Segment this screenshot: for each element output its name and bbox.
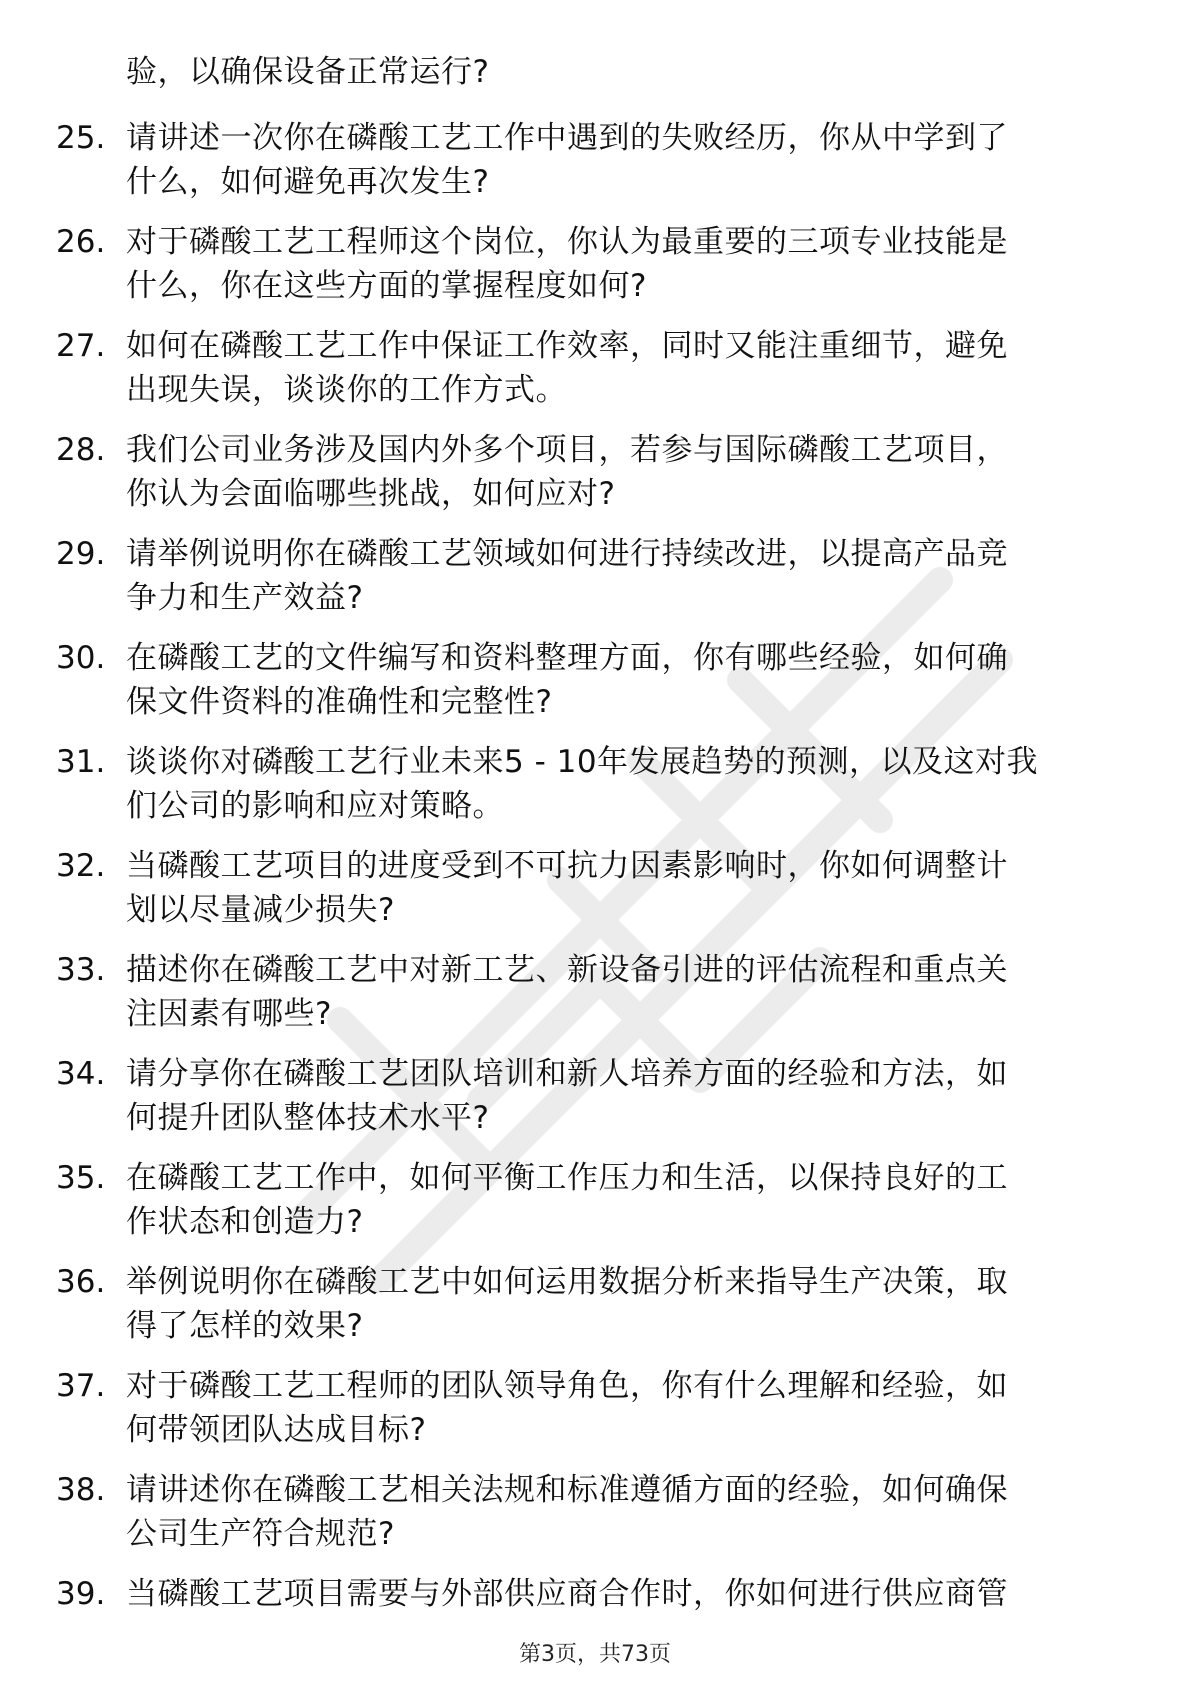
question-text xyxy=(126,324,1136,412)
question-line: 作状态和创造力? xyxy=(126,1204,364,1240)
question-item xyxy=(0,1364,1190,1468)
question-number: 33. xyxy=(56,952,106,988)
question-text xyxy=(126,1156,1136,1244)
question-line: 保文件资料的准确性和完整性? xyxy=(126,684,553,720)
question-line: 当磷酸工艺项目需要与外部供应商合作时，你如何进行供应商管 xyxy=(126,1576,1008,1612)
question-line: 出现失误，谈谈你的工作方式。 xyxy=(126,372,567,408)
question-item xyxy=(0,1052,1190,1156)
question-text xyxy=(126,532,1136,620)
question-item xyxy=(0,1156,1190,1260)
question-number: 27. xyxy=(56,328,106,364)
question-line: 请分享你在磷酸工艺团队培训和新人培养方面的经验和方法，如 xyxy=(126,1056,1008,1092)
question-number: 26. xyxy=(56,224,106,260)
question-item xyxy=(0,1260,1190,1364)
question-number: 32. xyxy=(56,848,106,884)
question-text xyxy=(126,220,1136,308)
question-text xyxy=(126,1364,1136,1452)
question-line: 争力和生产效益? xyxy=(126,580,364,616)
question-item xyxy=(0,844,1190,948)
question-line: 在磷酸工艺工作中，如何平衡工作压力和生活，以保持良好的工 xyxy=(126,1160,1008,1196)
question-line: 在磷酸工艺的文件编写和资料整理方面，你有哪些经验，如何确 xyxy=(126,640,1008,676)
question-line: 描述你在磷酸工艺中对新工艺、新设备引进的评估流程和重点关 xyxy=(126,952,1008,988)
question-number: 25. xyxy=(56,120,106,156)
question-line: 何提升团队整体技术水平? xyxy=(126,1100,490,1136)
question-line: 公司生产符合规范? xyxy=(126,1516,395,1552)
question-line: 请举例说明你在磷酸工艺领域如何进行持续改进，以提高产品竞 xyxy=(126,536,1008,572)
question-item xyxy=(0,220,1190,324)
question-line: 对于磷酸工艺工程师的团队领导角色，你有什么理解和经验，如 xyxy=(126,1368,1008,1404)
question-line: 你认为会面临哪些挑战，如何应对? xyxy=(126,476,616,512)
continuation-text: 验，以确保设备正常运行? xyxy=(126,54,490,90)
question-line: 什么，你在这些方面的掌握程度如何? xyxy=(126,268,647,304)
question-text xyxy=(126,1468,1136,1556)
question-item xyxy=(0,948,1190,1052)
question-line: 谈谈你对磷酸工艺行业未来5 - 10年发展趋势的预测，以及这对我 xyxy=(126,744,1039,780)
question-text xyxy=(126,116,1136,204)
question-line: 请讲述一次你在磷酸工艺工作中遇到的失败经历，你从中学到了 xyxy=(126,120,1008,156)
question-number: 36. xyxy=(56,1264,106,1300)
question-line: 划以尽量减少损失? xyxy=(126,892,395,928)
question-line: 什么，如何避免再次发生? xyxy=(126,164,490,200)
question-line: 注因素有哪些? xyxy=(126,996,332,1032)
question-text xyxy=(126,428,1136,516)
question-text xyxy=(126,948,1136,1036)
question-list xyxy=(0,116,1190,1676)
question-number: 28. xyxy=(56,432,106,468)
question-text xyxy=(126,1260,1136,1348)
question-number: 29. xyxy=(56,536,106,572)
question-text xyxy=(126,1052,1136,1140)
question-line: 如何在磷酸工艺工作中保证工作效率，同时又能注重细节，避免 xyxy=(126,328,1008,364)
page-number: 第3页，共73页 xyxy=(519,1642,671,1667)
question-item xyxy=(0,636,1190,740)
question-text xyxy=(126,1572,1136,1616)
question-line: 何带领团队达成目标? xyxy=(126,1412,427,1448)
question-number: 30. xyxy=(56,640,106,676)
question-item xyxy=(0,428,1190,532)
question-line: 我们公司业务涉及国内外多个项目，若参与国际磷酸工艺项目， xyxy=(126,432,1008,468)
question-item xyxy=(0,324,1190,428)
question-number: 31. xyxy=(56,744,106,780)
question-line: 当磷酸工艺项目的进度受到不可抗力因素影响时，你如何调整计 xyxy=(126,848,1008,884)
question-item xyxy=(0,740,1190,844)
question-line: 对于磷酸工艺工程师这个岗位，你认为最重要的三项专业技能是 xyxy=(126,224,1008,260)
question-line: 得了怎样的效果? xyxy=(126,1308,364,1344)
question-text xyxy=(126,740,1136,828)
question-number: 35. xyxy=(56,1160,106,1196)
question-number: 37. xyxy=(56,1368,106,1404)
question-line: 们公司的影响和应对策略。 xyxy=(126,788,504,824)
question-item xyxy=(0,1468,1190,1572)
question-line: 请讲述你在磷酸工艺相关法规和标准遵循方面的经验，如何确保 xyxy=(126,1472,1008,1508)
question-item xyxy=(0,532,1190,636)
question-number: 38. xyxy=(56,1472,106,1508)
question-item xyxy=(0,116,1190,220)
question-text xyxy=(126,844,1136,932)
question-text xyxy=(126,636,1136,724)
question-number: 34. xyxy=(56,1056,106,1092)
question-line: 举例说明你在磷酸工艺中如何运用数据分析来指导生产决策，取 xyxy=(126,1264,1008,1300)
question-number: 39. xyxy=(56,1576,106,1612)
